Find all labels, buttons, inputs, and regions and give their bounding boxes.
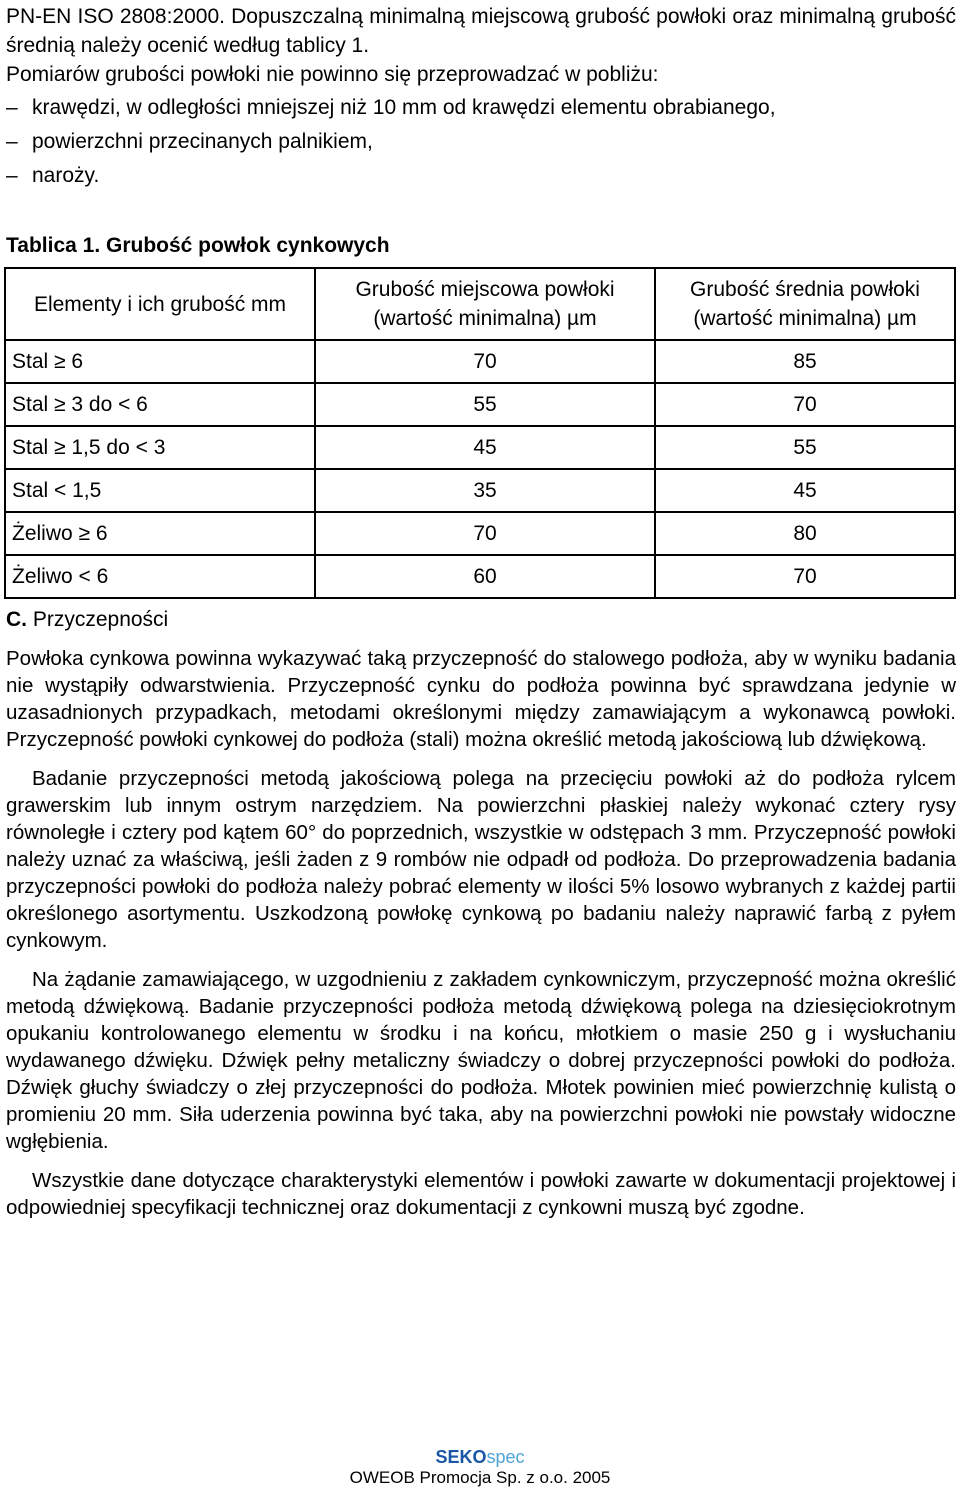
sekospec-logo xyxy=(0,1446,960,1468)
table-cell: 70 xyxy=(315,340,655,383)
body-paragraph: Wszystkie dane dotyczące charakterystyki elementów i powłoki zawarte w dokumentacji projektowej i odpowiedniej specyfikacji technicznej oraz dokumentacji z cynkowni muszą być zgodne. xyxy=(6,1169,956,1219)
document-page xyxy=(6,0,956,1233)
intro-paragraph-1: PN-EN ISO 2808:2000. Dopuszczalną minimalną miejscową grubość powłoki oraz minimalną grubość średnią należy ocenić według tablicy 1. xyxy=(6,5,956,57)
table-cell: 55 xyxy=(315,383,655,426)
intro-paragraph-2: Pomiarów grubości powłoki nie powinno się przeprowadzać w pobliżu: xyxy=(6,63,659,86)
table-cell: 85 xyxy=(655,340,955,383)
body-paragraph: Na żądanie zamawiającego, w uzgodnieniu z zakładem cynkowniczym, przyczepność można określić metodą dźwiękową. Badanie przyczepności podłoża metodą dźwiękową polega na dziesięciokrotnym opukaniu kontrolowanego elementu w środku i na końcu, młotkiem o masie 250 g i wysłuchaniu wydawanego dźwięku. Dźwięk pełny metaliczny świadczy o dobrej przyczepności powłoki do podłoża. Dźwięk głuchy świadczy o złej przyczepności do podłoża. Młotek powinien mieć powierzchnię kulistą o promieniu 20 mm. Siła uderzenia powinna być taka, aby na powierzchni powłoki nie powstały widoczne wgłębienia. xyxy=(6,968,956,1153)
list-item: – naroży. xyxy=(6,159,956,193)
section-body xyxy=(6,645,956,1221)
table-row xyxy=(5,340,955,383)
table-cell: Stal ≥ 6 xyxy=(5,340,315,383)
table-cell: Stal < 1,5 xyxy=(5,469,315,512)
coating-thickness-table xyxy=(4,267,956,599)
table-cell: 45 xyxy=(315,426,655,469)
body-paragraph: Badanie przyczepności metodą jakościową polega na przecięciu powłoki aż do podłoża rylcem grawerskim lub innym ostrym narzędziem. Na powierzchni płaskiej należy wykonać cztery rysy równoległe i cztery pod kątem 60° do poprzednich, wszystkie w odstępach 3 mm. Przyczepność powłoki należy uznać za właściwą, jeśli żaden z 9 rombów nie odpadł od podłoża. Do przeprowadzenia badania przyczepności powłoki do podłoża należy pobrać elementy w ilości 5% losowo wybranych z każdej partii określonego asortymentu. Uszkodzoną powłokę cynkową po badaniu należy naprawić farbą z pyłem cynkowym. xyxy=(6,767,956,952)
table-header-row xyxy=(5,268,955,340)
table-cell: 60 xyxy=(315,555,655,598)
column-header-local-thickness: Grubość miejscowa powłoki (wartość minimalna) µm xyxy=(315,268,655,340)
table-cell: Żeliwo < 6 xyxy=(5,555,315,598)
section-letter: C. xyxy=(6,608,27,631)
table-cell: 35 xyxy=(315,469,655,512)
footer-publisher: OWEOB Promocja Sp. z o.o. 2005 xyxy=(349,1468,611,1487)
table-cell: 55 xyxy=(655,426,955,469)
table-label: Tablica 1. xyxy=(6,234,101,257)
table-cell: 70 xyxy=(315,512,655,555)
body-paragraph: Powłoka cynkowa powinna wykazywać taką przyczepność do stalowego podłoża, aby w wyniku badania nie wystąpiły odwarstwienia. Przyczepność cynku do podłoża powinna być sprawdzana jedynie w uzasadnionych przypadkach, metodami określonymi między zamawiającym a wykonawcą powłoki. Przyczepność powłoki cynkowej do podłoża (stali) można określić metodą jakościową lub dźwiękową. xyxy=(6,647,956,751)
section-title: Przyczepności xyxy=(32,608,169,631)
table-cell: 70 xyxy=(655,555,955,598)
page-footer xyxy=(0,1446,960,1488)
column-header-average-thickness: Grubość średnia powłoki (wartość minimalna) µm xyxy=(655,268,955,340)
table-title: Grubość powłok cynkowych xyxy=(106,234,390,257)
table-cell: Stal ≥ 1,5 do < 3 xyxy=(5,426,315,469)
table-cell: Stal ≥ 3 do < 6 xyxy=(5,383,315,426)
section-heading xyxy=(6,607,956,633)
table-row xyxy=(5,512,955,555)
logo-part-secondary: spec xyxy=(486,1447,525,1467)
table-row xyxy=(5,469,955,512)
table-cell: 45 xyxy=(655,469,955,512)
exclusion-list xyxy=(6,91,956,193)
intro-section xyxy=(6,0,956,89)
table-cell: 70 xyxy=(655,383,955,426)
list-item: – powierzchni przecinanych palnikiem, xyxy=(6,125,956,159)
table-row xyxy=(5,555,955,598)
table-cell: Żeliwo ≥ 6 xyxy=(5,512,315,555)
logo-part-primary: SEKO xyxy=(435,1447,487,1467)
list-item: – krawędzi, w odległości mniejszej niż 10 mm od krawędzi elementu obrabianego, xyxy=(6,91,956,125)
table-caption xyxy=(6,233,956,259)
table-cell: 80 xyxy=(655,512,955,555)
table-row xyxy=(5,383,955,426)
table-row xyxy=(5,426,955,469)
column-header-elements: Elementy i ich grubość mm xyxy=(5,268,315,340)
